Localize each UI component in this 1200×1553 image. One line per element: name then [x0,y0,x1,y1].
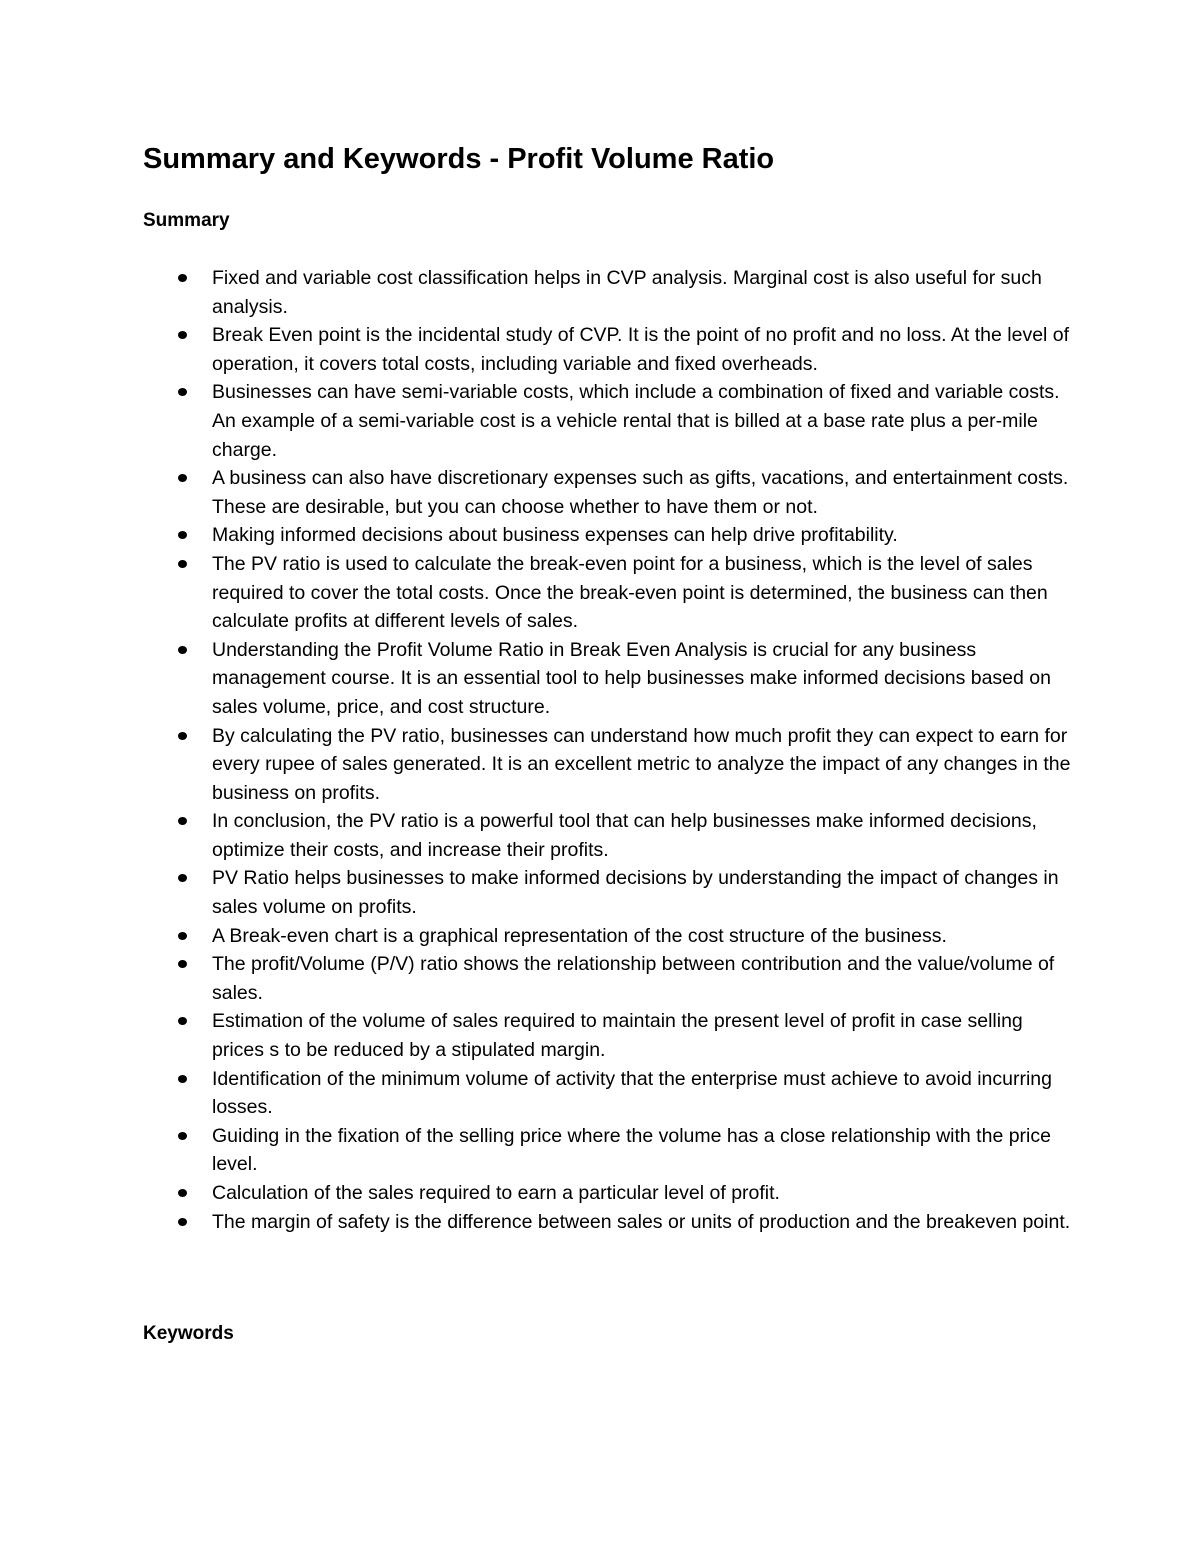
list-item-text: The PV ratio is used to calculate the break-even point for a business, which is the level of sales required to cover the total costs. Once the break-even point is determined, the business can then calculate profits at different levels of sales. [212,552,1048,633]
list-item [212,922,1072,951]
list-item [212,321,1072,378]
keywords-heading: Keywords [143,1323,234,1344]
list-item-text: A business can also have discretionary expenses such as gifts, vacations, and entertainment costs. These are desirable, but you can choose whether to have them or not. [212,467,1069,518]
bullet-icon [178,331,187,339]
list-item [212,1208,1072,1237]
bullet-icon [178,560,187,568]
list-item-text: Break Even point is the incidental study of CVP. It is the point of no profit and no loss. At the level of operation, it covers total costs, including variable and fixed overheads. [212,324,1070,375]
bullet-icon [178,1017,187,1025]
list-item [212,521,1072,550]
bullet-icon [178,1132,187,1140]
list-item-text: In conclusion, the PV ratio is a powerful tool that can help businesses make informed decisions, optimize their costs, and increase their profits. [212,810,1037,861]
summary-heading: Summary [143,210,230,231]
list-item-text: Estimation of the volume of sales required to maintain the present level of profit in case selling prices s to be reduced by a stipulated margin. [212,1010,1023,1062]
bullet-icon [178,732,187,740]
list-item [212,378,1072,464]
bullet-icon [178,1218,187,1226]
bullet-icon [178,932,187,940]
list-item [212,1179,1072,1208]
list-item-text: The margin of safety is the difference between sales or units of production and the breakeven point. [212,1210,1071,1233]
list-item-text: PV Ratio helps businesses to make informed decisions by understanding the impact of changes in sales volume on profits. [212,867,1059,919]
list-item-text: By calculating the PV ratio, businesses can understand how much profit they can expect to earn for every rupee of sales generated. It is an excellent metric to analyze the impact of any changes in the business on profits. [212,724,1071,804]
list-item [212,722,1072,808]
list-item [212,550,1072,636]
list-item [212,1065,1072,1122]
bullet-icon [178,874,187,882]
summary-list [212,264,1072,1236]
bullet-icon [178,531,187,539]
list-item [212,264,1072,321]
bullet-icon [178,1189,187,1197]
list-item-text: A Break-even chart is a graphical representation of the cost structure of the business. [212,924,947,947]
list-item [212,950,1072,1007]
bullet-icon [178,960,187,968]
bullet-icon [178,1075,187,1083]
bullet-icon [178,817,187,825]
list-item-text: Businesses can have semi-variable costs, which include a combination of fixed and variable costs. An example of a semi-variable cost is a vehicle rental that is billed at a base rate plus a per-mile charge. [212,381,1060,461]
list-item [212,464,1072,521]
list-item-text: Understanding the Profit Volume Ratio in Break Even Analysis is crucial for any business management course. It is an essential tool to help businesses make informed decisions based on sales volume, price, and cost structure. [212,638,1051,718]
bullet-icon [178,646,187,654]
list-item-text: Identification of the minimum volume of activity that the enterprise must achieve to avoid incurring losses. [212,1067,1052,1119]
list-item [212,807,1072,864]
bullet-icon [178,274,187,282]
list-item-text: Calculation of the sales required to earn a particular level of profit. [212,1182,780,1204]
list-item [212,1007,1072,1064]
list-item-text: Fixed and variable cost classification helps in CVP analysis. Marginal cost is also useful for such analysis. [212,267,1042,318]
bullet-icon [178,474,187,482]
list-item-text: Making informed decisions about business expenses can help drive profitability. [212,524,898,547]
list-item-text: Guiding in the fixation of the selling price where the volume has a close relationship with the price level. [212,1124,1051,1176]
list-item [212,864,1072,921]
list-item-text: The profit/Volume (P/V) ratio shows the relationship between contribution and the value/volume of sales. [212,953,1055,1004]
list-item [212,636,1072,722]
bullet-icon [178,388,187,396]
page-title: Summary and Keywords - Profit Volume Ratio [143,143,775,175]
list-item [212,1122,1072,1179]
